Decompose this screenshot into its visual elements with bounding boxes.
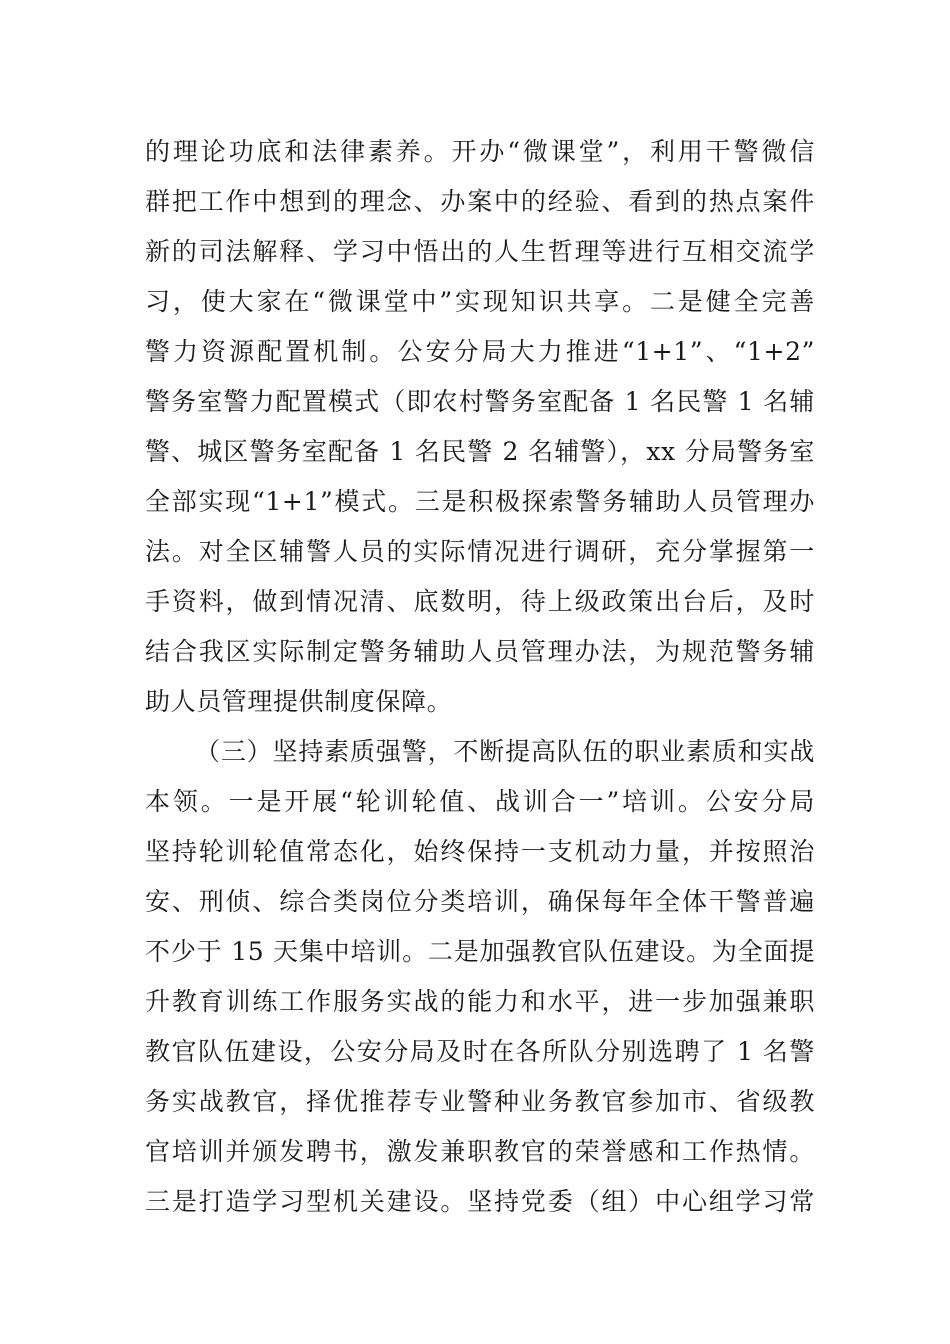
text-line: 的理论功底和法律素养。开办“微课堂”，利用干警微信 [145, 137, 815, 166]
text-line: 结合我区实际制定警务辅助人员管理办法，为规范警务辅 [145, 637, 815, 666]
paragraph-end-line: 助人员管理提供制度保障。 [145, 687, 453, 716]
text-line: 警力资源配置机制。公安分局大力推进“1+1”、“1+2” [145, 337, 815, 366]
text-line: 坚持轮训轮值常态化，始终保持一支机动力量，并按照治 [145, 837, 815, 866]
text-line: 务实战教官，择优推荐专业警种业务教官参加市、省级教 [145, 1087, 815, 1116]
text-line: 三是打造学习型机关建设。坚持党委（组）中心组学习常 [145, 1187, 815, 1216]
text-line: 本领。一是开展“轮训轮值、战训合一”培训。公安分局 [145, 787, 815, 816]
text-line: 警务室警力配置模式（即农村警务室配备 1 名民警 1 名辅 [145, 387, 815, 416]
text-line: 法。对全区辅警人员的实际情况进行调研，充分掌握第一 [145, 537, 815, 566]
text-line: 教官队伍建设，公安分局及时在各所队分别选聘了 1 名警 [145, 1037, 815, 1066]
text-line: 升教育训练工作服务实战的能力和水平，进一步加强兼职 [145, 987, 815, 1016]
body-text [145, 127, 815, 1227]
text-line: 不少于 15 天集中培训。二是加强教官队伍建设。为全面提 [145, 937, 815, 966]
text-line: 警、城区警务室配备 1 名民警 2 名辅警），xx 分局警务室 [145, 437, 815, 466]
text-line: 安、刑侦、综合类岗位分类培训，确保每年全体干警普遍 [145, 887, 815, 916]
text-line: 官培训并颁发聘书，激发兼职教官的荣誉感和工作热情。 [145, 1137, 815, 1166]
text-line: 习，使大家在“微课堂中”实现知识共享。二是健全完善 [145, 287, 815, 316]
text-line: 群把工作中想到的理念、办案中的经验、看到的热点案件 [145, 187, 815, 216]
text-line: 手资料，做到情况清、底数明，待上级政策出台后，及时 [145, 587, 815, 616]
text-line: 新的司法解释、学习中悟出的人生哲理等进行互相交流学 [145, 237, 815, 266]
text-line: 全部实现“1+1”模式。三是积极探索警务辅助人员管理办 [145, 487, 815, 516]
section-heading-line: （三）坚持素质强警，不断提高队伍的职业素质和实战 [195, 737, 815, 766]
